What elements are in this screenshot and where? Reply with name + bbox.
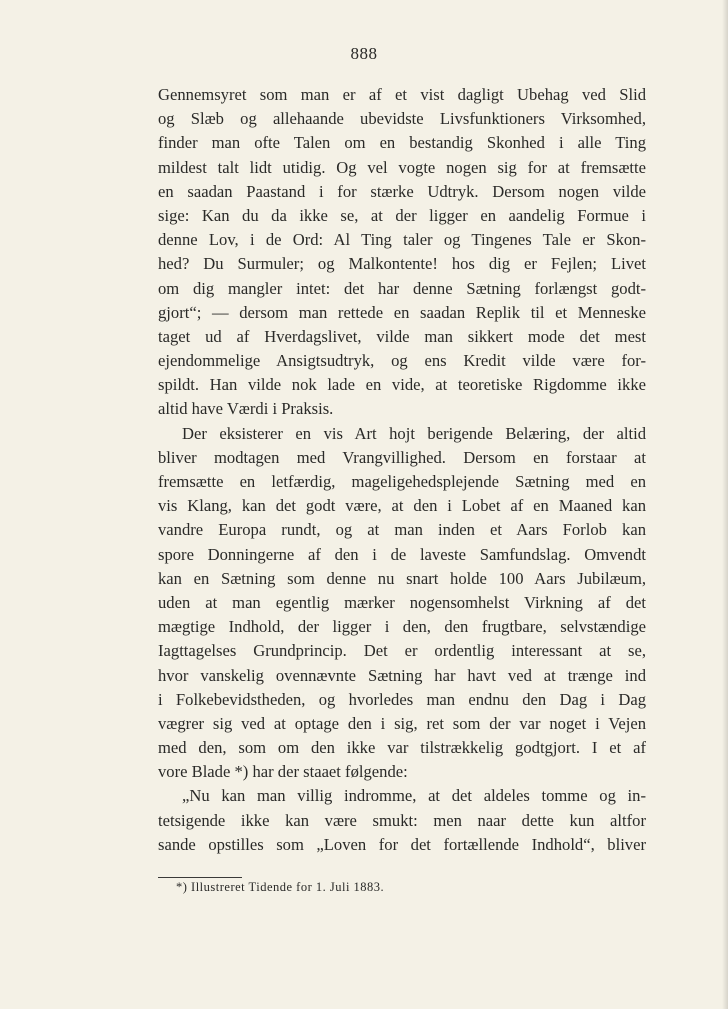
- text-line: Iagttagelses Grundprincip. Det er ordentlig interessant at se,: [158, 641, 646, 661]
- text-line: vis Klang, kan det godt være, at den i Lobet af en Maaned kan: [158, 496, 646, 516]
- text-line: taget ud af Hverdagslivet, vilde man sikkert mode det mest: [158, 326, 646, 346]
- text-line: gjort“; — dersom man rettede en saadan Replik til et Menneske: [158, 302, 646, 322]
- text-line: vandre Europa rundt, og at man inden et Aars Forlob kan: [158, 520, 646, 540]
- text-line: finder man ofte Talen om en bestandig Skonhed i alle Ting: [158, 133, 646, 153]
- page-edge-shadow: [722, 0, 728, 1009]
- text-line: om dig mangler intet: det har denne Sætning forlængst godt-: [158, 278, 646, 298]
- text-line: spildt. Han vilde nok lade en vide, at teoretiske Rigdomme ikke: [158, 375, 646, 395]
- text-line: fremsætte en letfærdig, mageligehedsplejende Sætning med en: [158, 472, 646, 491]
- body-text: [158, 83, 646, 857]
- text-line: denne Lov, i de Ord: Al Ting taler og Tingenes Tale er Skon-: [158, 230, 646, 250]
- text-line: med den, som om den ikke var tilstrækkelig godtgjort. I et af: [158, 738, 646, 758]
- text-line: uden at man egentlig mærker nogensomhelst Virkning af det: [158, 592, 646, 612]
- text-line: i Folkebevidstheden, og hvorledes man endnu den Dag i Dag: [158, 689, 646, 709]
- text-line: Der eksisterer en vis Art hojt berigende Belæring, der altid: [182, 423, 646, 443]
- text-line: „Nu kan man villig indromme, at det aldeles tomme og in-: [182, 786, 646, 806]
- text-line: bliver modtagen med Vrangvillighed. Dersom en forstaar at: [158, 447, 646, 467]
- text-line: kan en Sætning som denne nu snart holde 100 Aars Jubilæum,: [158, 568, 646, 588]
- text-line: mægtige Indhold, der ligger i den, den frugtbare, selvstændige: [158, 617, 646, 637]
- text-line: hvor vanskelig ovennævnte Sætning har havt ved at trænge ind: [158, 665, 646, 685]
- text-line: sande opstilles som „Loven for det fortællende Indhold“, bliver: [158, 834, 646, 854]
- footnote: *) Illustreret Tidende for 1. Juli 1883.: [176, 880, 385, 894]
- text-line: hed? Du Surmuler; og Malkontente! hos dig er Fejlen; Livet: [158, 254, 646, 274]
- text-line: spore Donningerne af den i de laveste Samfundslag. Omvendt: [158, 544, 646, 564]
- text-line: vægrer sig ved at optage den i sig, ret som der var noget i Vejen: [158, 713, 646, 733]
- text-line: og Slæb og allehaande ubevidste Livsfunktioners Virksomhed,: [158, 109, 646, 129]
- text-line: vore Blade *) har der staaet følgende:: [158, 762, 408, 782]
- text-line: Gennemsyret som man er af et vist dagligt Ubehag ved Slid: [158, 85, 646, 104]
- footnote-rule: [158, 877, 242, 878]
- text-line: en saadan Paastand i for stærke Udtryk. Dersom nogen vilde: [158, 181, 646, 201]
- text-line: mildest talt lidt utidig. Og vel vogte nogen sig for at fremsætte: [158, 157, 646, 177]
- text-line: altid have Værdi i Praksis.: [158, 399, 334, 419]
- text-line: tetsigende ikke kan være smukt: men naar dette kun altfor: [158, 810, 646, 830]
- text-line: ejendommelige Ansigtsudtryk, og ens Kredit vilde være for-: [158, 351, 646, 371]
- text-line: sige: Kan du da ikke se, at der ligger en aandelig Formue i: [158, 205, 646, 225]
- page-number: 888: [350, 44, 378, 63]
